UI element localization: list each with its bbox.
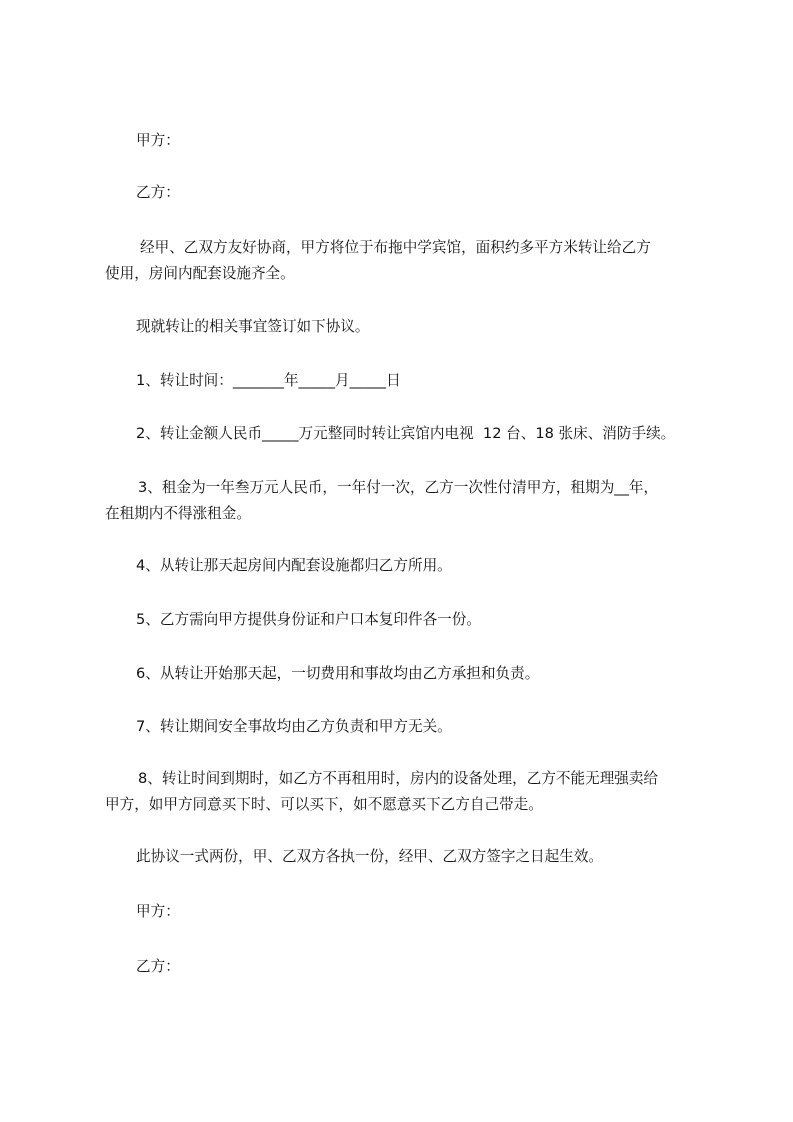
intro-line-1: 经甲、乙双方友好协商，甲方将位于布拖中学宾馆，面积约多平方米转让给乙方: [140, 239, 651, 256]
clause-1: 1、转让时间：_______年_____月_____日: [136, 372, 401, 389]
clause-7: 7、转让期间安全事故均由乙方负责和甲方无关。: [136, 718, 452, 735]
clause-2: 2、转让金额人民币_____万元整同时转让宾馆内电视 12 台、18 张床、消防手续。: [136, 425, 676, 442]
party-b-label: 乙方：: [136, 184, 180, 201]
party-a-label: 甲方：: [136, 132, 180, 149]
preamble: 现就转让的相关事宜签订如下协议。: [136, 318, 370, 335]
party-a-signature-label: 甲方：: [136, 903, 180, 920]
clause-8-line-1: 8、转让时间到期时，如乙方不再租用时，房内的设备处理，乙方不能无理强卖给: [138, 770, 659, 787]
clause-4: 4、从转让那天起房间内配套设施都归乙方所用。: [136, 557, 452, 574]
clause-8-line-2: 甲方，如甲方同意买下时、可以买下，如不愿意买下乙方自己带走。: [105, 796, 543, 813]
clause-6: 6、从转让开始那天起，一切费用和事故均由乙方承担和负责。: [136, 665, 540, 682]
clause-5: 5、乙方需向甲方提供身份证和户口本复印件各一份。: [136, 611, 481, 628]
clause-3-line-1: 3、租金为一年叁万元人民币，一年付一次，乙方一次性付清甲方，租期为__年，: [138, 479, 659, 496]
party-b-signature-label: 乙方：: [136, 958, 180, 975]
closing: 此协议一式两份，甲、乙双方各执一份，经甲、乙双方签字之日起生效。: [136, 848, 604, 865]
clause-3-line-2: 在租期内不得涨租金。: [105, 505, 251, 522]
intro-line-2: 使用，房间内配套设施齐全。: [105, 265, 295, 282]
